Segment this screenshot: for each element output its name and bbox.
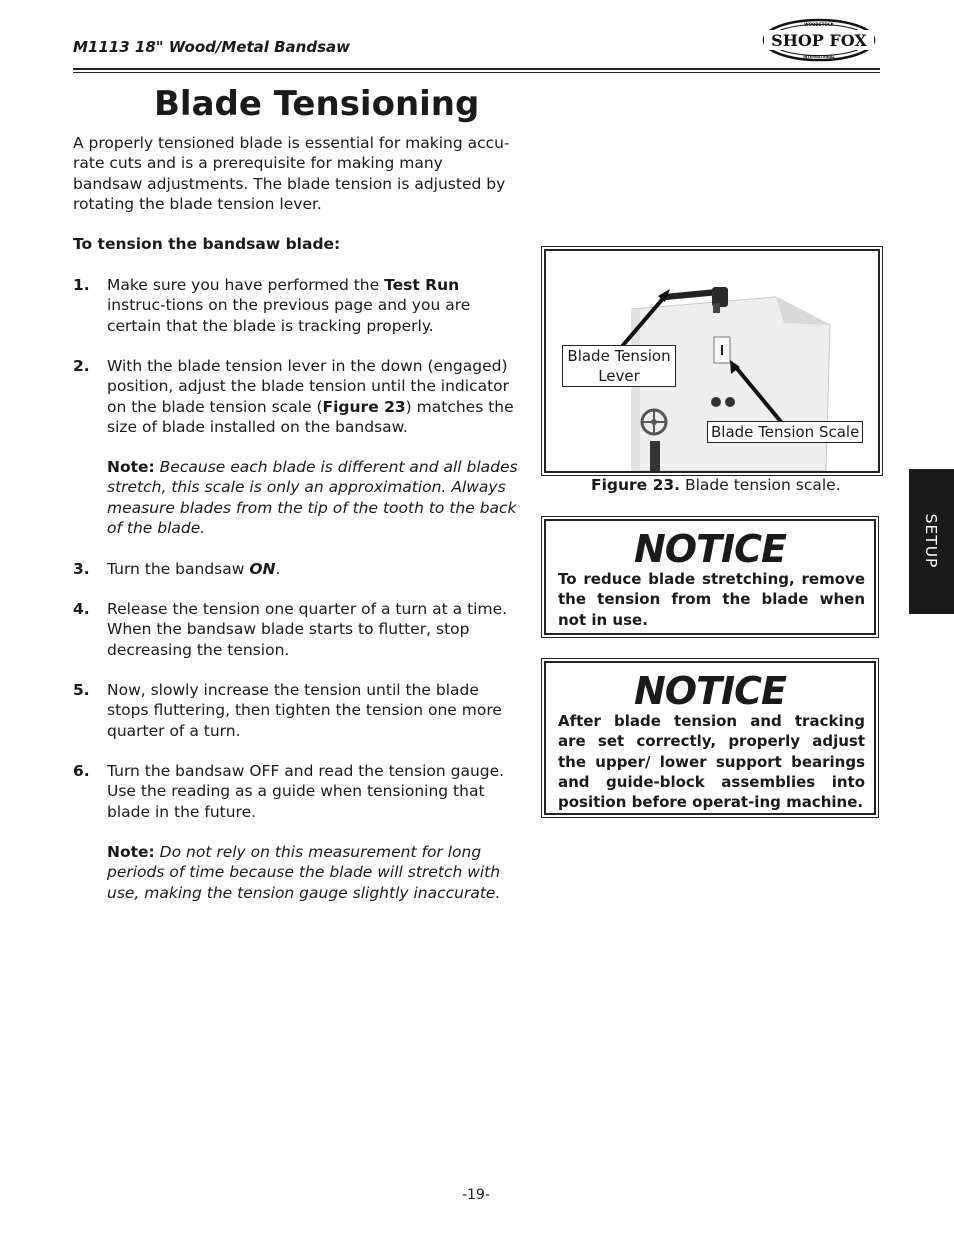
step-4: 4. Release the tension one quarter of a turn at a time. When the bandsaw blade starts to flutter, stop decreasing the tension. bbox=[73, 600, 508, 659]
section-tab-label: SETUP bbox=[922, 513, 940, 569]
step-3: 3. Turn the bandsaw ON. bbox=[73, 560, 281, 578]
svg-text:INTERNATIONAL: INTERNATIONAL bbox=[803, 55, 835, 59]
shop-fox-logo bbox=[762, 18, 876, 62]
note-label: Note: bbox=[107, 458, 155, 476]
note-label: Note: bbox=[107, 843, 155, 861]
instructions-subheading: To tension the bandsaw blade: bbox=[73, 235, 341, 253]
step-number: 4. bbox=[73, 600, 90, 618]
notice-title: NOTICE bbox=[633, 527, 786, 571]
callout-blade-tension-scale: Blade Tension Scale bbox=[707, 421, 863, 443]
notice-text: To reduce blade stretching, remove the tension from the blade when not in use. bbox=[558, 570, 865, 629]
note-measurement-accuracy: Note: Do not rely on this measurement for long periods of time because the blade will stretch with use, making the tension gauge slightly inaccurate. bbox=[107, 843, 501, 902]
test-run-reference: Test Run bbox=[384, 276, 460, 294]
svg-text:SHOP FOX: SHOP FOX bbox=[771, 31, 867, 50]
page-title: Blade Tensioning bbox=[154, 84, 480, 124]
step-number: 6. bbox=[73, 762, 90, 780]
note-scale-approximation: Note: Because each blade is different and all blades stretch, this scale is only an approximation. Always measure blades from the tip of the tooth to the back of the blade. bbox=[107, 458, 518, 537]
figure-reference: Figure 23 bbox=[322, 397, 406, 416]
step-number: 2. bbox=[73, 357, 90, 375]
notice-box-blade-stretching bbox=[544, 519, 876, 635]
figure-23 bbox=[544, 249, 880, 473]
step-number: 5. bbox=[73, 681, 90, 699]
intro-paragraph: A properly tensioned blade is essential for making accu-rate cuts and is a prerequisite for making many bandsaw adjustments. The blade tension is adjusted by rotating the blade tension lever. bbox=[73, 134, 510, 213]
step-6: 6. Turn the bandsaw OFF and read the tension gauge. Use the reading as a guide when tensioning that blade in the future. bbox=[73, 762, 505, 821]
step-1: 1. Make sure you have performed the Test Run instruc-tions on the previous page and you are certain that the blade is tracking properly. bbox=[73, 276, 471, 335]
step-2: 2. With the blade tension lever in the down (engaged) position, adjust the blade tension until the indicator on the blade tension scale (Figure 23) matches the size of blade installed on the bandsaw. bbox=[73, 357, 514, 436]
notice-text: After blade tension and tracking are set correctly, properly adjust the upper/ lower support bearings and guide-block assemblies into position before operat-ing machine. bbox=[558, 712, 865, 812]
header-rule bbox=[73, 68, 880, 70]
page-number: -19- bbox=[462, 1187, 490, 1203]
notice-box-bearing-adjustment bbox=[544, 661, 876, 815]
manual-title: M1113 18" Wood/Metal Bandsaw bbox=[73, 38, 350, 56]
on-emphasis: ON bbox=[249, 560, 276, 578]
figure-caption-label: Figure 23. bbox=[591, 476, 681, 494]
notice-title: NOTICE bbox=[633, 669, 786, 713]
step-5: 5. Now, slowly increase the tension until the blade stops fluttering, then tighten the tension one more quarter of a turn. bbox=[73, 681, 502, 740]
callout-blade-tension-lever: Blade Tension Lever bbox=[562, 345, 676, 387]
step-number: 1. bbox=[73, 276, 90, 294]
section-tab-setup[interactable] bbox=[909, 469, 954, 614]
svg-text:WOODSTOCK: WOODSTOCK bbox=[804, 22, 834, 27]
figure-caption: Figure 23. Blade tension scale. bbox=[591, 476, 841, 494]
step-number: 3. bbox=[73, 560, 90, 578]
header-rule-thin bbox=[73, 72, 880, 73]
